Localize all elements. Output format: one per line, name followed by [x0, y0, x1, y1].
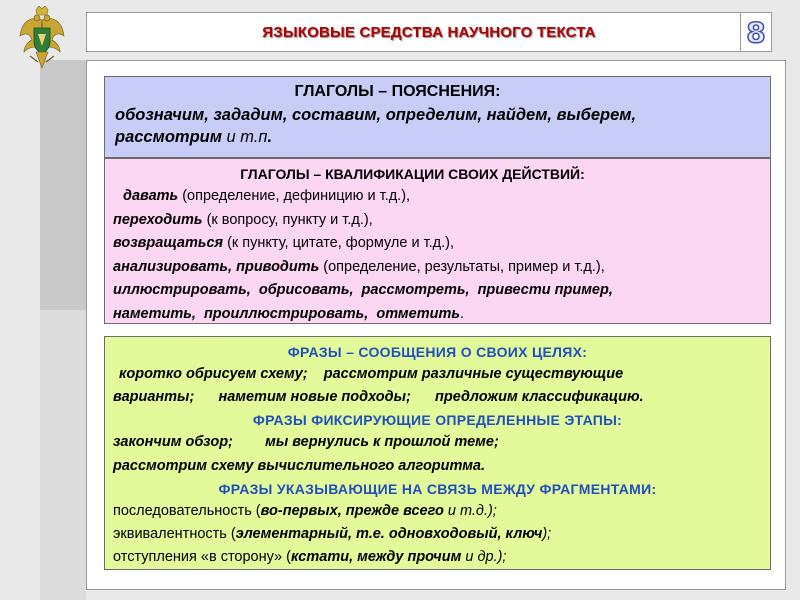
- box2-verb: наметить, проиллюстрировать, отметить: [113, 305, 460, 322]
- box3-line: [113, 500, 762, 523]
- box3-phrase: кстати, между прочим: [290, 549, 462, 566]
- box2-text: (определение, дефиницию и т.д.),: [178, 188, 411, 204]
- slide-title: ЯЗЫКОВЫЕ СРЕДСТВА НАУЧНОГО ТЕКСТА: [262, 23, 596, 41]
- box2-verb: возвращаться: [113, 235, 224, 251]
- box3-heading-stages: ФРАЗЫ ФИКСИРУЮЩИЕ ОПРЕДЕЛЕННЫЕ ЭТАПЫ:: [252, 412, 623, 429]
- verbs-qualification-box: [104, 158, 771, 324]
- box3-heading-links: ФРАЗЫ УКАЗЫВАЮЩИЕ НА СВЯЗЬ МЕЖДУ ФРАГМЕНТАМИ:: [218, 480, 657, 497]
- box1-plain-text: и т.п: [221, 128, 268, 146]
- phrases-box: [104, 336, 771, 570]
- box3-line: варианты; наметим новые подходы; предложим классификацию.: [113, 389, 644, 406]
- verbs-explanations-box: [104, 76, 771, 158]
- box3-line: коротко обрисуем схему; рассмотрим различные существующие: [119, 366, 624, 382]
- box2-verb: переходить: [113, 211, 203, 228]
- box3-text: и др.);: [461, 549, 507, 566]
- box3-line: закончим обзор; мы вернулись к прошлой теме;: [113, 434, 499, 451]
- box2-verb: анализировать, приводить: [113, 258, 320, 275]
- left-decor-strip: [40, 310, 86, 600]
- box3-line: рассмотрим схему вычислительного алгоритма.: [113, 457, 486, 474]
- box3-phrase: во-первых, прежде всего: [260, 502, 444, 519]
- box2-line: [113, 303, 762, 327]
- box3-text: и т.д.);: [443, 502, 497, 519]
- box2-text: (к вопросу, пункту и т.д.),: [202, 211, 373, 228]
- box2-text: (определение, результаты, пример и т.д.),: [319, 258, 605, 275]
- box3-line: [113, 546, 762, 569]
- box3-line: [113, 523, 762, 546]
- box3-heading-goals: ФРАЗЫ – СООБЩЕНИЯ О СВОИХ ЦЕЛЯХ:: [287, 344, 588, 360]
- box1-period: .: [267, 128, 273, 146]
- box3-phrase: элементарный, т.е. одновходовый, ключ: [235, 526, 543, 543]
- slide-number: 8: [740, 12, 772, 52]
- box2-line: [113, 232, 762, 256]
- box2-line: [113, 256, 762, 280]
- box2-line: иллюстрировать, обрисовать, рассмотреть, привести пример,: [113, 282, 613, 298]
- box3-text: отступления «в сторону» (: [113, 549, 291, 566]
- box3-text: );: [542, 526, 552, 543]
- box1-heading: ГЛАГОЛЫ – ПОЯСНЕНИЯ:: [294, 83, 501, 100]
- box2-period: .: [459, 305, 465, 322]
- box2-line: [113, 209, 762, 233]
- box3-text: последовательность (: [113, 502, 261, 519]
- box1-line: [115, 126, 760, 148]
- box2-text: (к пункту, цитате, формуле и т.д.),: [223, 235, 455, 251]
- box2-heading: ГЛАГОЛЫ – КВАЛИФИКАЦИИ СВОИХ ДЕЙСТВИЙ:: [240, 166, 585, 182]
- box3-text: эквивалентность (: [113, 526, 236, 543]
- box2-verb: давать: [123, 188, 179, 204]
- title-bar: [86, 12, 772, 52]
- box1-body: [115, 104, 760, 148]
- box1-bold-word: рассмотрим: [115, 128, 222, 146]
- box1-line: обозначим, зададим, составим, определим, найдем, выберем,: [115, 106, 637, 124]
- box2-line: [113, 185, 762, 209]
- customs-eagle-emblem-icon: [18, 6, 66, 78]
